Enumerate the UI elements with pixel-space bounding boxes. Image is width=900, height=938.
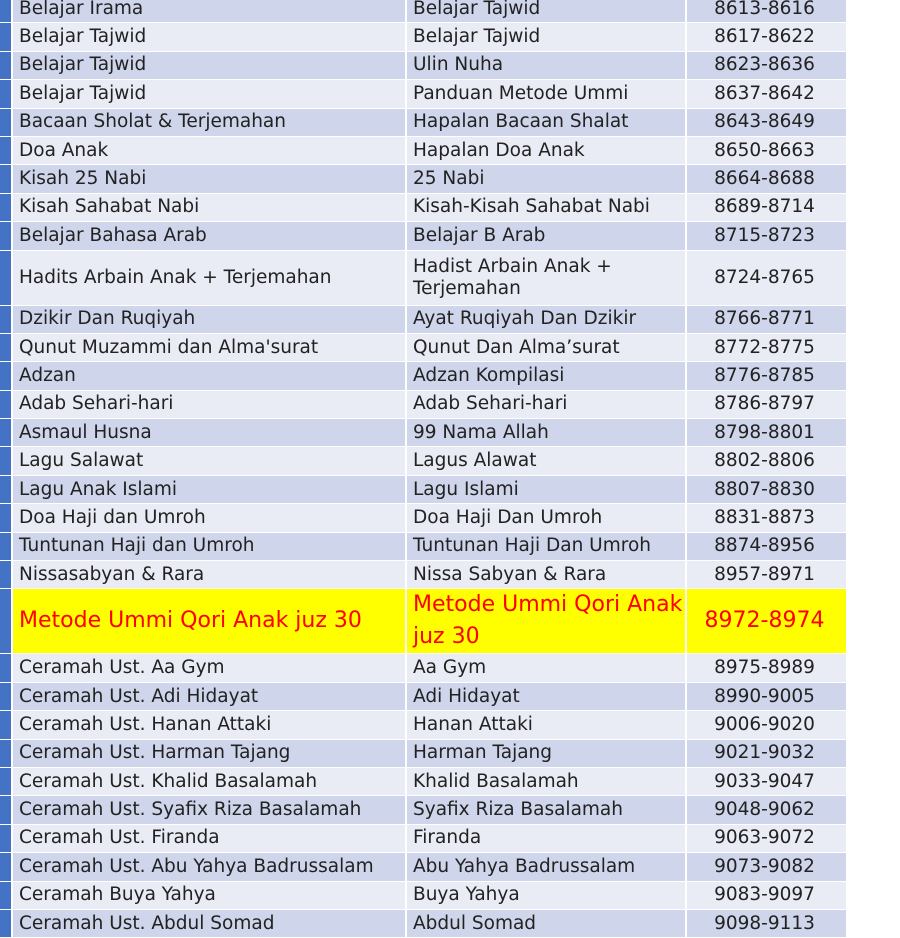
row-marker [0, 80, 12, 108]
track-range-cell: 8637-8642 [686, 80, 846, 108]
title-cell: Ceramah Buya Yahya [12, 881, 406, 909]
album-cell: Qunut Dan Alma’surat [406, 333, 686, 361]
title-cell: Belajar Tajwid [12, 23, 406, 51]
album-cell: Belajar B Arab [406, 222, 686, 250]
title-cell: Lagu Anak Islami [12, 475, 406, 503]
track-range-cell: 8831-8873 [686, 504, 846, 532]
track-range-cell: 9098-9113 [686, 909, 846, 937]
table-row [0, 739, 846, 767]
album-cell: 99 Nama Allah [406, 419, 686, 447]
album-cell: Abdul Somad [406, 909, 686, 937]
title-cell: Nissasabyan & Rara [12, 561, 406, 589]
row-marker [0, 362, 12, 390]
album-cell: Tuntunan Haji Dan Umroh [406, 532, 686, 560]
track-range-cell: 9073-9082 [686, 853, 846, 881]
row-marker [0, 136, 12, 164]
row-marker [0, 447, 12, 475]
album-cell: 25 Nabi [406, 165, 686, 193]
album-cell: Hanan Attaki [406, 711, 686, 739]
track-range-cell: 9021-9032 [686, 739, 846, 767]
row-marker [0, 0, 12, 23]
album-cell: Hapalan Bacaan Shalat [406, 108, 686, 136]
table-row [0, 23, 846, 51]
album-cell: Harman Tajang [406, 739, 686, 767]
album-cell: Lagu Islami [406, 475, 686, 503]
table-row [0, 682, 846, 710]
track-range-cell: 8776-8785 [686, 362, 846, 390]
table-row [0, 475, 846, 503]
table-row [0, 824, 846, 852]
table-row [0, 796, 846, 824]
album-cell: Hapalan Doa Anak [406, 136, 686, 164]
track-range-cell: 9006-9020 [686, 711, 846, 739]
row-marker [0, 711, 12, 739]
table-row [0, 390, 846, 418]
table-row [0, 250, 846, 305]
album-cell: Panduan Metode Ummi [406, 80, 686, 108]
album-cell: Aa Gym [406, 654, 686, 682]
album-cell: Doa Haji Dan Umroh [406, 504, 686, 532]
table-row [0, 447, 846, 475]
track-range-cell: 8650-8663 [686, 136, 846, 164]
row-marker [0, 853, 12, 881]
row-marker [0, 51, 12, 79]
table-row [0, 108, 846, 136]
album-cell: Kisah-Kisah Sahabat Nabi [406, 193, 686, 221]
row-marker [0, 250, 12, 305]
track-range-cell: 8874-8956 [686, 532, 846, 560]
row-marker [0, 305, 12, 333]
title-cell: Kisah 25 Nabi [12, 165, 406, 193]
title-cell: Asmaul Husna [12, 419, 406, 447]
table-row [0, 711, 846, 739]
table-row-highlighted [0, 589, 846, 654]
track-range-cell: 8643-8649 [686, 108, 846, 136]
album-cell: Adzan Kompilasi [406, 362, 686, 390]
track-range-cell: 9033-9047 [686, 767, 846, 795]
title-cell: Lagu Salawat [12, 447, 406, 475]
row-marker [0, 739, 12, 767]
title-cell: Ceramah Ust. Abdul Somad [12, 909, 406, 937]
table-row [0, 532, 846, 560]
track-range-cell: 8617-8622 [686, 23, 846, 51]
table-row [0, 362, 846, 390]
title-cell: Belajar Bahasa Arab [12, 222, 406, 250]
title-cell: Ceramah Ust. Syafix Riza Basalamah [12, 796, 406, 824]
track-range-cell: 8613-8616 [686, 0, 846, 23]
album-cell: Hadist Arbain Anak + Terjemahan [406, 250, 686, 305]
table-row [0, 561, 846, 589]
title-cell: Ceramah Ust. Khalid Basalamah [12, 767, 406, 795]
table-row [0, 136, 846, 164]
album-cell: Nissa Sabyan & Rara [406, 561, 686, 589]
track-range-cell: 8802-8806 [686, 447, 846, 475]
track-range-cell: 9048-9062 [686, 796, 846, 824]
title-cell: Doa Anak [12, 136, 406, 164]
title-cell: Tuntunan Haji dan Umroh [12, 532, 406, 560]
row-marker [0, 532, 12, 560]
row-marker [0, 796, 12, 824]
album-cell: Adab Sehari-hari [406, 390, 686, 418]
album-cell: Syafix Riza Basalamah [406, 796, 686, 824]
row-marker [0, 108, 12, 136]
album-cell: Ulin Nuha [406, 51, 686, 79]
row-marker [0, 909, 12, 937]
title-cell: Ceramah Ust. Aa Gym [12, 654, 406, 682]
track-range-cell: 8957-8971 [686, 561, 846, 589]
album-cell: Buya Yahya [406, 881, 686, 909]
table-row [0, 193, 846, 221]
row-marker [0, 193, 12, 221]
table-row [0, 654, 846, 682]
track-range-cell: 8623-8636 [686, 51, 846, 79]
title-cell: Ceramah Ust. Firanda [12, 824, 406, 852]
table-row [0, 881, 846, 909]
track-range-cell: 8798-8801 [686, 419, 846, 447]
title-cell: Belajar Irama [12, 0, 406, 23]
title-cell: Metode Ummi Qori Anak juz 30 [12, 589, 406, 654]
row-marker [0, 561, 12, 589]
row-marker [0, 23, 12, 51]
title-cell: Kisah Sahabat Nabi [12, 193, 406, 221]
album-cell: Firanda [406, 824, 686, 852]
table-row [0, 305, 846, 333]
title-cell: Dzikir Dan Ruqiyah [12, 305, 406, 333]
track-range-cell: 9063-9072 [686, 824, 846, 852]
title-cell: Ceramah Ust. Harman Tajang [12, 739, 406, 767]
track-range-cell: 8972-8974 [686, 589, 846, 654]
table-row [0, 419, 846, 447]
table-row [0, 165, 846, 193]
table-row [0, 80, 846, 108]
album-cell: Lagus Alawat [406, 447, 686, 475]
track-range-cell: 8772-8775 [686, 333, 846, 361]
title-cell: Hadits Arbain Anak + Terjemahan [12, 250, 406, 305]
table-row [0, 504, 846, 532]
row-marker [0, 767, 12, 795]
track-range-cell: 8975-8989 [686, 654, 846, 682]
track-range-cell: 8689-8714 [686, 193, 846, 221]
row-marker [0, 881, 12, 909]
track-range-cell: 8724-8765 [686, 250, 846, 305]
track-range-cell: 8715-8723 [686, 222, 846, 250]
album-cell: Adi Hidayat [406, 682, 686, 710]
track-range-cell: 8664-8688 [686, 165, 846, 193]
album-cell: Metode Ummi Qori Anak juz 30 [406, 589, 686, 654]
album-cell: Belajar Tajwid [406, 23, 686, 51]
title-cell: Adab Sehari-hari [12, 390, 406, 418]
track-range-cell: 8786-8797 [686, 390, 846, 418]
title-cell: Belajar Tajwid [12, 51, 406, 79]
title-cell: Ceramah Ust. Hanan Attaki [12, 711, 406, 739]
album-cell: Abu Yahya Badrussalam [406, 853, 686, 881]
table-row [0, 333, 846, 361]
table-row [0, 767, 846, 795]
table-row [0, 51, 846, 79]
title-cell: Belajar Tajwid [12, 80, 406, 108]
table-row [0, 853, 846, 881]
title-cell: Bacaan Sholat & Terjemahan [12, 108, 406, 136]
album-cell: Khalid Basalamah [406, 767, 686, 795]
title-cell: Doa Haji dan Umroh [12, 504, 406, 532]
title-cell: Ceramah Ust. Abu Yahya Badrussalam [12, 853, 406, 881]
table-row [0, 222, 846, 250]
track-range-cell: 8990-9005 [686, 682, 846, 710]
row-marker [0, 419, 12, 447]
row-marker [0, 475, 12, 503]
row-marker [0, 390, 12, 418]
title-cell: Ceramah Ust. Adi Hidayat [12, 682, 406, 710]
table-row [0, 909, 846, 937]
row-marker [0, 682, 12, 710]
album-cell: Belajar Tajwid [406, 0, 686, 23]
row-marker [0, 165, 12, 193]
row-marker [0, 654, 12, 682]
title-cell: Qunut Muzammi dan Alma'surat [12, 333, 406, 361]
track-range-cell: 9083-9097 [686, 881, 846, 909]
title-cell: Adzan [12, 362, 406, 390]
row-marker [0, 333, 12, 361]
track-range-cell: 8807-8830 [686, 475, 846, 503]
album-cell: Ayat Ruqiyah Dan Dzikir [406, 305, 686, 333]
row-marker [0, 589, 12, 654]
row-marker [0, 222, 12, 250]
row-marker [0, 824, 12, 852]
row-marker [0, 504, 12, 532]
table-row [0, 0, 846, 23]
track-range-cell: 8766-8771 [686, 305, 846, 333]
